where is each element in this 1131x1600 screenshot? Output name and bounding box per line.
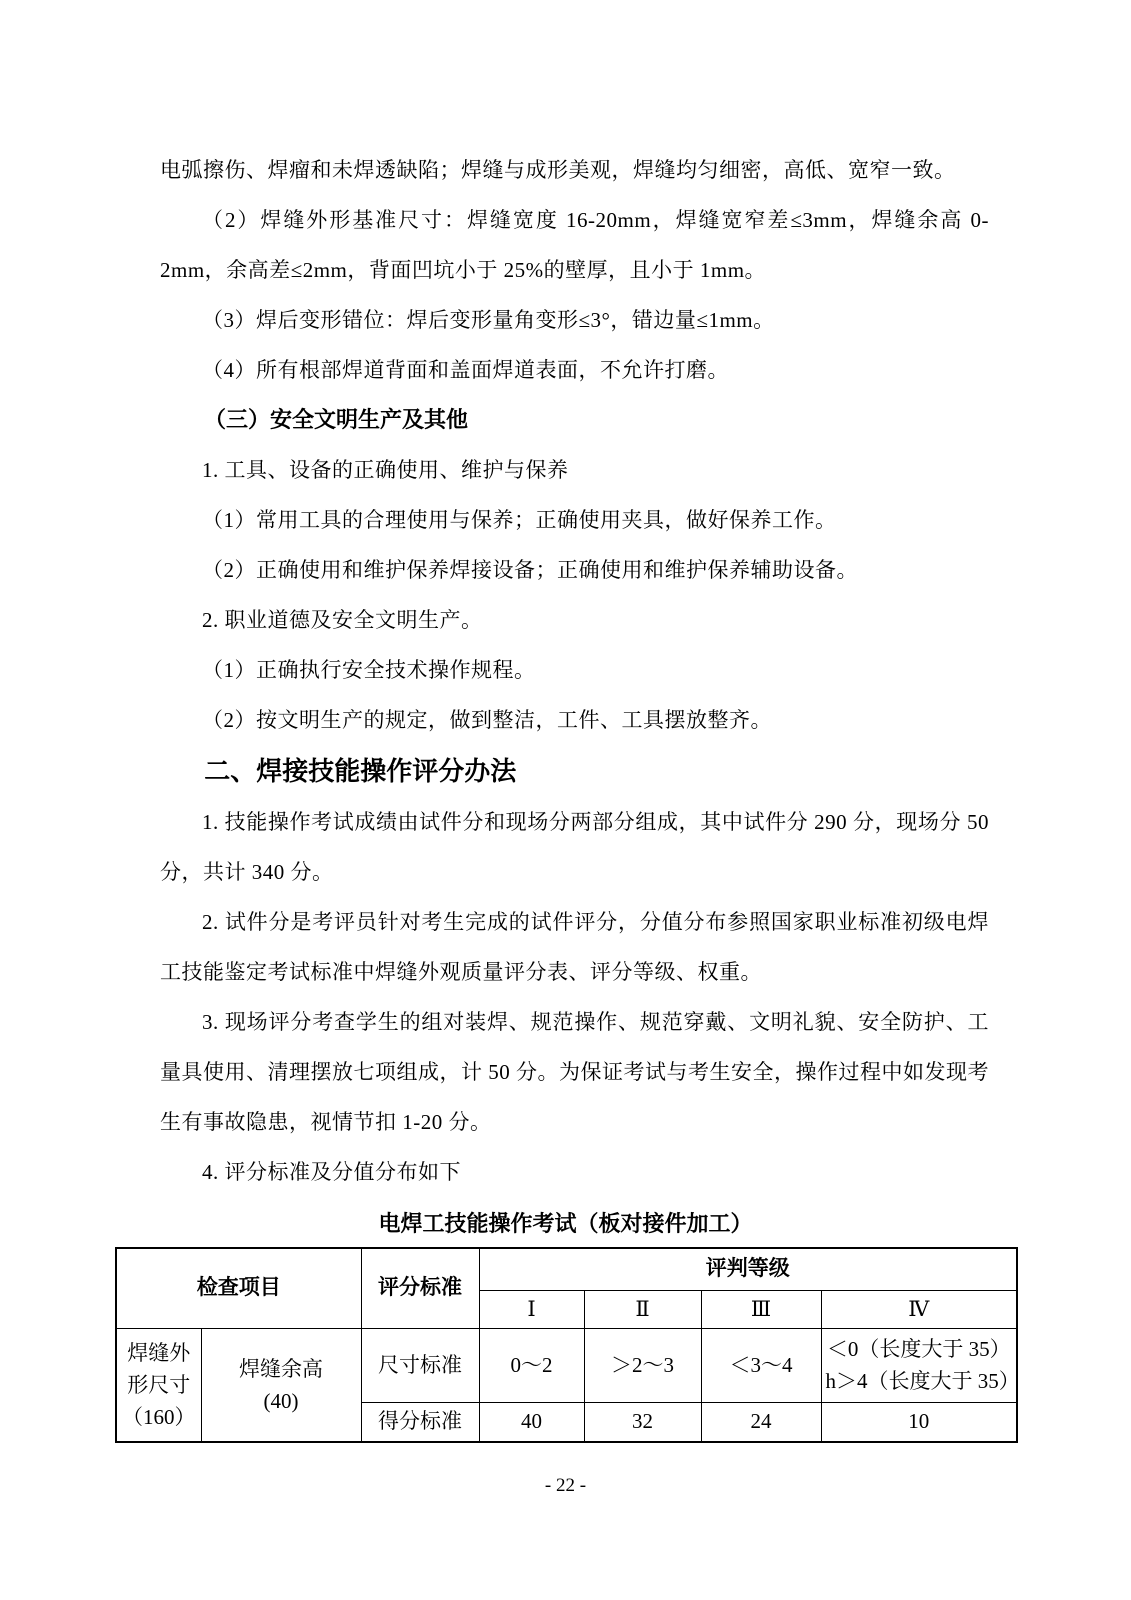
header-grade-group: 评判等级 xyxy=(479,1248,1017,1290)
document-body xyxy=(122,145,1020,1443)
cell-score-grade-1: 40 xyxy=(479,1402,584,1442)
paragraph: （1）常用工具的合理使用与保养；正确使用夹具，做好保养工作。 xyxy=(202,508,837,532)
paragraph: 3. 现场评分考查学生的组对装焊、规范操作、规范穿戴、文明礼貌、安全防护、工量具使用、清理摆放七项组成，计 50 分。为保证考试与考生安全，操作过程中如发现考生有事故隐患，视情节扣 1-20 分。 xyxy=(160,1010,989,1134)
cell-size-grade-1: 0～2 xyxy=(479,1328,584,1402)
paragraph: （2）焊缝外形基准尺寸：焊缝宽度 16-20mm，焊缝宽窄差≤3mm，焊缝余高 0-2mm，余高差≤2mm，背面凹坑小于 25%的壁厚，且小于 1mm。 xyxy=(160,208,989,282)
paragraph: （4）所有根部焊道背面和盖面焊道表面，不允许打磨。 xyxy=(202,358,729,382)
paragraph: （2）正确使用和维护保养焊接设备；正确使用和维护保养辅助设备。 xyxy=(202,558,858,582)
cell-score-grade-4: 10 xyxy=(821,1402,1017,1442)
cell-score-standard-label: 得分标准 xyxy=(361,1402,479,1442)
header-check-item: 检查项目 xyxy=(116,1248,361,1328)
header-grade-2: Ⅱ xyxy=(584,1290,701,1328)
check-item-score: (40) xyxy=(263,1388,299,1413)
paragraph: 1. 工具、设备的正确使用、维护与保养 xyxy=(202,458,569,482)
size-grade-4-line: h＞4（长度大于 35） xyxy=(825,1369,1020,1393)
paragraph: 4. 评分标准及分值分布如下 xyxy=(202,1160,461,1184)
cell-check-group xyxy=(116,1328,201,1442)
table-row-size-standard xyxy=(116,1328,1017,1402)
header-grade-3: Ⅲ xyxy=(701,1290,821,1328)
paragraph: （1）正确执行安全技术操作规程。 xyxy=(202,658,536,682)
page-number: - 22 - xyxy=(544,1475,587,1496)
cell-check-item xyxy=(201,1328,361,1442)
header-grade-4: Ⅳ xyxy=(821,1290,1017,1328)
chapter-heading: 二、焊接技能操作评分办法 xyxy=(204,756,517,786)
cell-size-standard-label: 尺寸标准 xyxy=(361,1328,479,1402)
table-title: 电焊工技能操作考试（板对接件加工） xyxy=(378,1211,753,1236)
header-scoring-standard: 评分标准 xyxy=(361,1248,479,1328)
cell-size-grade-3: ＜3～4 xyxy=(701,1328,821,1402)
cell-size-grade-4 xyxy=(821,1328,1020,1402)
scoring-table xyxy=(115,1247,1018,1443)
paragraph: 2. 职业道德及安全文明生产。 xyxy=(202,608,483,632)
check-group-line: 焊缝外 xyxy=(127,1340,191,1365)
paragraph: （2）按文明生产的规定，做到整洁，工件、工具摆放整齐。 xyxy=(202,708,772,732)
cell-score-grade-2: 32 xyxy=(584,1402,701,1442)
paragraph: 2. 试件分是考评员针对考生完成的试件评分，分值分布参照国家职业标准初级电焊工技能鉴定考试标准中焊缝外观质量评分表、评分等级、权重。 xyxy=(160,910,989,984)
section-heading: （三）安全文明生产及其他 xyxy=(204,407,469,432)
table-header-row-1 xyxy=(116,1248,1017,1290)
check-item-name: 焊缝余高 xyxy=(239,1356,323,1381)
size-grade-4-line: ＜0（长度大于 35） xyxy=(826,1337,1011,1361)
paragraph: 1. 技能操作考试成绩由试件分和现场分两部分组成，其中试件分 290 分，现场分 50 分，共计 340 分。 xyxy=(160,810,989,884)
cell-size-grade-2: ＞2～3 xyxy=(584,1328,701,1402)
header-grade-1: Ⅰ xyxy=(479,1290,584,1328)
check-group-line: 形尺寸 xyxy=(127,1372,191,1397)
paragraph: 电弧擦伤、焊瘤和未焊透缺陷；焊缝与成形美观，焊缝均匀细密，高低、宽窄一致。 xyxy=(160,158,956,182)
paragraph: （3）焊后变形错位：焊后变形量角变形≤3°，错边量≤1mm。 xyxy=(202,308,775,332)
check-group-line: （160） xyxy=(122,1404,196,1429)
cell-score-grade-3: 24 xyxy=(701,1402,821,1442)
